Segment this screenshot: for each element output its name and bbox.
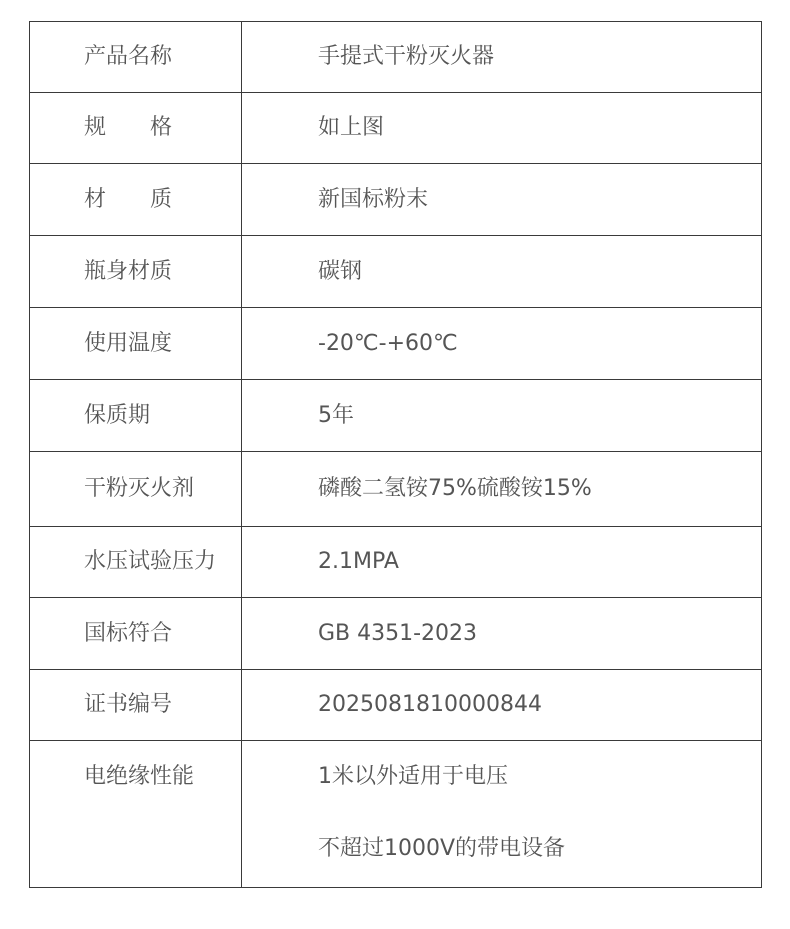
row-value: 碳钢	[318, 258, 363, 284]
row-value-cell	[242, 670, 762, 741]
row-label: 材 质	[84, 186, 173, 212]
row-value-cell	[242, 598, 762, 670]
row-value: GB 4351-2023	[318, 620, 478, 646]
row-value-cell	[242, 452, 762, 527]
row-label-cell	[30, 236, 242, 308]
row-value: -20℃-+60℃	[318, 330, 458, 356]
row-label: 保质期	[84, 402, 151, 428]
row-label-cell	[30, 308, 242, 380]
spec-table	[29, 21, 762, 888]
row-label: 规 格	[84, 115, 173, 140]
table-row	[30, 380, 762, 452]
table-row	[30, 308, 762, 380]
row-value-cell	[242, 380, 762, 452]
row-value-cell	[242, 741, 762, 888]
row-label: 证书编号	[84, 692, 173, 717]
row-value-cell	[242, 308, 762, 380]
row-label: 国标符合	[84, 620, 173, 646]
table-row	[30, 670, 762, 741]
table-row	[30, 236, 762, 308]
row-label-cell	[30, 527, 242, 598]
table-row	[30, 598, 762, 670]
row-value-cell	[242, 236, 762, 308]
row-value: 2.1MPA	[318, 549, 399, 574]
row-label-cell	[30, 452, 242, 527]
table-row	[30, 452, 762, 527]
row-value-line: 不超过1000V的带电设备	[318, 836, 566, 861]
row-label-cell	[30, 164, 242, 236]
row-value-line: 1米以外适用于电压	[318, 764, 508, 789]
table-row	[30, 93, 762, 164]
row-value: 如上图	[318, 115, 385, 140]
row-label: 产品名称	[84, 44, 173, 69]
row-value-cell	[242, 527, 762, 598]
row-label-cell	[30, 380, 242, 452]
row-label-cell	[30, 598, 242, 670]
table-row	[30, 164, 762, 236]
row-label: 电绝缘性能	[84, 764, 195, 789]
row-value: 磷酸二氢铵75%硫酸铵15%	[318, 476, 592, 501]
row-value: 5年	[318, 402, 354, 428]
row-value: 2025081810000844	[318, 692, 542, 717]
row-value-cell	[242, 164, 762, 236]
row-label: 使用温度	[84, 330, 173, 356]
row-label: 瓶身材质	[84, 258, 173, 284]
row-label-cell	[30, 93, 242, 164]
row-label: 干粉灭火剂	[84, 476, 195, 501]
table-row	[30, 741, 762, 888]
row-value-cell	[242, 93, 762, 164]
row-label-cell	[30, 741, 242, 888]
row-value-cell	[242, 22, 762, 93]
row-label: 水压试验压力	[84, 549, 217, 574]
row-value: 手提式干粉灭火器	[318, 44, 495, 69]
table-row	[30, 22, 762, 93]
row-label-cell	[30, 22, 242, 93]
row-value: 新国标粉末	[318, 186, 429, 212]
table-row	[30, 527, 762, 598]
row-label-cell	[30, 670, 242, 741]
